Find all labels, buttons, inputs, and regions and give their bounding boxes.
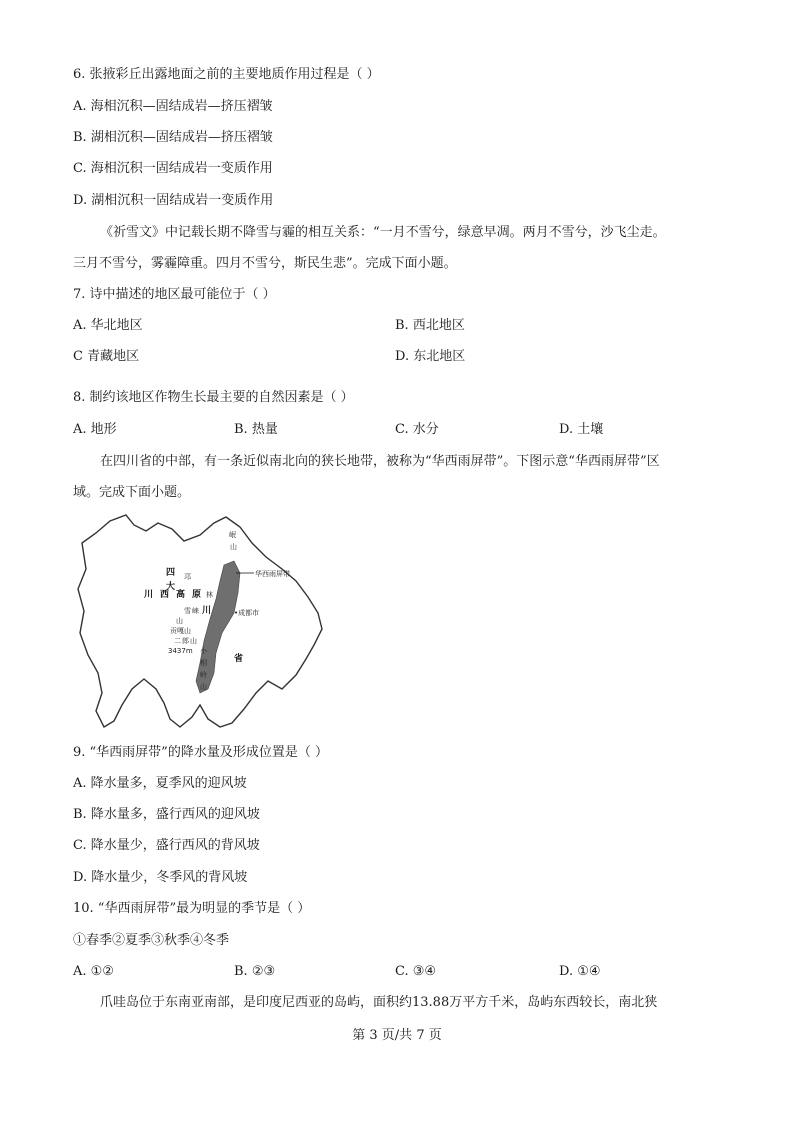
q9-option-d: D. 降水量少，冬季风的背风坡 [73, 870, 248, 885]
label-xiao: 小 [200, 647, 207, 655]
q8-option-c: C. 水分 [395, 422, 439, 437]
label-lang: 郎 [182, 637, 189, 645]
question-6-stem: 6. 张掖彩丘出露地面之前的主要地质作用过程是（ ） [73, 67, 380, 82]
label-er: 二 [174, 637, 181, 645]
label-xi: 西 [160, 590, 170, 600]
question-8-stem: 8. 制约该地区作物生长最主要的自然因素是（ ） [73, 390, 354, 405]
label-qiong: 邛 [184, 573, 191, 581]
q7-option-c: C 青藏地区 [73, 349, 140, 364]
page-footer: 第 3 页/共 7 页 [352, 1028, 442, 1043]
passage-1-line-2: 三月不雪兮，雾霾障重。四月不雪兮，斯民生悲”。完成下面小题。 [73, 256, 457, 271]
q10-option-a: A. ①② [73, 964, 114, 979]
passage-3-line-1: 爪哇岛位于东南亚南部，是印度尼西亚的岛屿，面积约13.88万平方千米，岛屿东西较长，南北狭 [100, 995, 658, 1010]
label-xue: 雪 [184, 607, 191, 615]
q6-option-c: C. 海相沉积一固结成岩一变质作用 [73, 161, 273, 176]
q10-option-b: B. ②③ [234, 964, 276, 979]
label-shan: 山 [230, 543, 237, 551]
passage-2-line-2: 域。完成下面小题。 [73, 485, 191, 500]
question-7-stem: 7. 诗中描述的地区最可能位于（ ） [73, 287, 276, 302]
label-gao: 高 [176, 590, 186, 600]
label-band: 华西雨屏带 [255, 570, 290, 578]
label-si: 四 [166, 568, 176, 578]
label-height: 3437m [168, 647, 193, 655]
label-min: 岷 [229, 531, 236, 539]
label-chengdu: •成都市 [234, 609, 260, 617]
q9-option-a: A. 降水量多，夏季风的迎风坡 [73, 776, 247, 791]
q10-sub-statement: ①春季②夏季③秋季④冬季 [73, 933, 230, 948]
q10-option-c: C. ③④ [395, 964, 437, 979]
q7-option-d: D. 东北地区 [395, 349, 466, 364]
q7-option-b: B. 西北地区 [395, 318, 465, 333]
q8-option-d: D. 土壤 [559, 422, 604, 437]
q8-option-a: A. 地形 [73, 422, 117, 437]
label-ling: 岭 [200, 671, 207, 679]
q7-option-a: A. 华北地区 [73, 318, 143, 333]
q9-option-b: B. 降水量多，盛行西风的迎风坡 [73, 807, 260, 822]
label-yuan: 原 [192, 590, 202, 600]
passage-2-line-1: 在四川省的中部，有一条近似南北向的狭长地带，被称为“华西雨屏带”。下图示意“华西雨屏带”区 [100, 454, 660, 469]
map-svg [74, 513, 340, 731]
label-lai: 崃 [192, 607, 199, 615]
q10-option-d: D. ①④ [559, 964, 601, 979]
passage-1-line-1: 《祈雪文》中记载长期不降雪与霾的相互关系：“一月不雪兮，绿意早凋。两月不雪兮，沙飞尘走。 [100, 225, 666, 240]
label-mt: 山 [176, 617, 183, 625]
sichuan-rain-screen-map [74, 513, 340, 731]
question-10-stem: 10. “华西雨屏带”最为明显的季节是（ ） [73, 901, 311, 916]
q9-option-c: C. 降水量少，盛行西风的背风坡 [73, 838, 260, 853]
question-9-stem: 9. “华西雨屏带”的降水量及形成位置是（ ） [73, 745, 328, 760]
q6-option-a: A. 海相沉积—固结成岩—挤压褶皱 [73, 99, 273, 114]
q6-option-d: D. 湖相沉积一固结成岩一变质作用 [73, 193, 274, 208]
q6-option-b: B. 湖相沉积—固结成岩—挤压褶皱 [73, 130, 273, 145]
label-shan2: 山 [200, 683, 207, 691]
label-da: 大 [166, 582, 176, 592]
label-sheng: 省 [234, 654, 244, 664]
label-chuan: 川 [144, 590, 154, 600]
label-chuan2: 川 [202, 606, 212, 616]
label-shan3: 山 [190, 637, 197, 645]
label-xiang: 相 [200, 659, 207, 667]
q8-option-b: B. 热量 [234, 422, 278, 437]
label-gongga: 贡嘎山 [170, 627, 191, 635]
label-lin: 林 [206, 591, 213, 599]
